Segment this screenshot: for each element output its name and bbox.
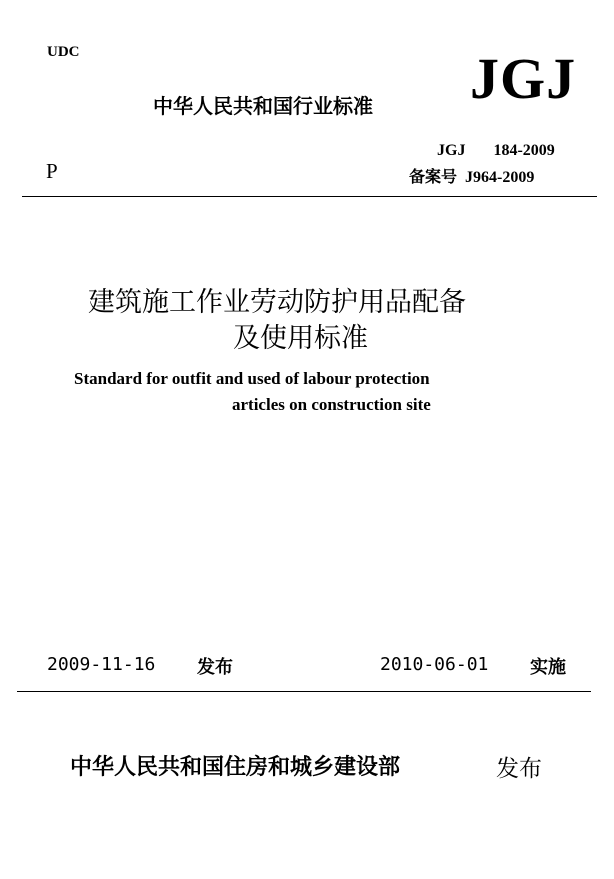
filing-number bbox=[409, 164, 534, 187]
issue-label: 发布 bbox=[197, 657, 233, 678]
jgj-logo: JGJ bbox=[470, 46, 577, 111]
filing-value: J964-2009 bbox=[465, 169, 535, 186]
issuing-authority: 中华人民共和国住房和城乡建设部 bbox=[70, 755, 401, 780]
title-chinese-line1: 建筑施工作业劳动防护用品配备 bbox=[88, 287, 466, 318]
standard-number-prefix: JGJ bbox=[437, 142, 466, 159]
standard-class-title: 中华人民共和国行业标准 bbox=[153, 94, 373, 118]
category-code: P bbox=[46, 159, 58, 183]
udc-label: UDC bbox=[47, 44, 80, 60]
bottom-divider bbox=[17, 691, 591, 692]
standard-number bbox=[437, 142, 555, 160]
publish-label: 发布 bbox=[496, 756, 542, 782]
implement-label: 实施 bbox=[530, 657, 566, 678]
title-chinese-line2: 及使用标准 bbox=[233, 323, 368, 354]
issue-date: 2009-11-16 bbox=[47, 654, 156, 675]
filing-label: 备案号 bbox=[409, 167, 458, 186]
title-english-line1: Standard for outfit and used of labour protection bbox=[74, 369, 430, 388]
title-english-line2: articles on construction site bbox=[232, 395, 431, 414]
implement-date: 2010-06-01 bbox=[380, 654, 489, 675]
standard-number-value: 184-2009 bbox=[493, 142, 555, 159]
top-divider bbox=[22, 196, 597, 197]
